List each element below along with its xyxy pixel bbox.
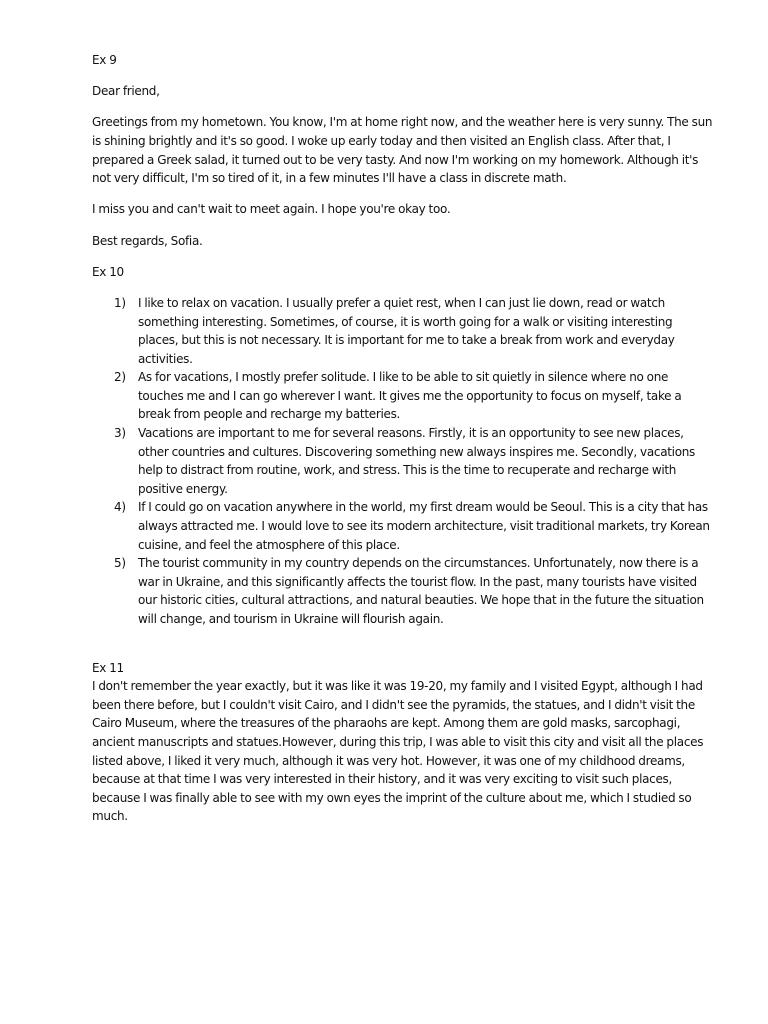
list-item-text: Vacations are important to me for several reasons. Firstly, it is an opportunity to see new places, other countries and cultures. Discovering something new always inspires me. Secondly, vacations help to distract from routine, work, and stress. This is the time to recuperate and recharge with positive energy. — [138, 426, 696, 496]
list-item-text: As for vacations, I mostly prefer solitude. I like to be able to sit quietly in silence where no one touches me and I can go wherever I want. It gives me the opportunity to focus on myself, take a break from people and recharge my batteries. — [138, 370, 682, 422]
list-item-text: The tourist community in my country depends on the circumstances. Unfortunately, now there is a war in Ukraine, and this significantly affects the tourist flow. In the past, many tourists have visited our historic cities, cultural attractions, and natural beauties. We hope that in the future the situation will change, and tourism in Ukraine will flourish again. — [138, 556, 704, 626]
ex9-heading: Ex 9 — [92, 53, 117, 67]
list-item — [92, 424, 714, 498]
ex10-heading: Ex 10 — [92, 264, 124, 279]
list-item-number: 1) — [114, 295, 126, 310]
list-item-text: If I could go on vacation anywhere in the world, my first dream would be Seoul. This is a city that has always attracted me. I would love to see its modern architecture, visit traditional markets, try Korean cuisine, and feel the atmosphere of this place. — [138, 500, 710, 552]
ex11-heading: Ex 11 — [92, 660, 124, 675]
list-item-number: 2) — [114, 370, 126, 385]
list-item — [92, 498, 714, 554]
letter-closing: Best regards, Sofia. — [92, 233, 203, 248]
letter-paragraph-1: Greetings from my hometown. You know, I'm at home right now, and the weather here is very sunny. The sun is shining brightly and it's so good. I woke up early today and then visited an English class. After that, I prepared a Greek salad, it turned out to be very tasty. And now I'm working on my homework. Although it's not very difficult, I'm so tired of it, in a few minutes I'll have a class in discrete math. — [92, 115, 713, 186]
ex10-answer-list — [92, 294, 714, 629]
list-item-number: 5) — [114, 556, 126, 571]
ex11-paragraph: I don't remember the year exactly, but it was like it was 19-20, my family and I visited Egypt, although I had been there before, but I couldn't visit Cairo, and I didn't see the pyramids, the statues, and I didn't visit the Cairo Museum, where the treasures of the pharaohs are kept. Among them are gold masks, sarcophagi, ancient manuscripts and statues.However, during this trip, I was able to visit this city and visit all the places listed above, I liked it very much, although it was very hot. However, it was one of my childhood dreams, because at that time I was very interested in their history, and it was very exciting to visit such places, because I was finally able to see with my own eyes the imprint of the culture about me, which I studied so much. — [92, 679, 704, 824]
list-item — [92, 554, 714, 628]
list-item — [92, 368, 714, 424]
list-item-number: 3) — [114, 426, 126, 441]
letter-paragraph-2: I miss you and can't wait to meet again. I hope you're okay too. — [92, 202, 451, 217]
list-item-number: 4) — [114, 500, 126, 515]
list-item-text: I like to relax on vacation. I usually prefer a quiet rest, when I can just lie down, read or watch something interesting. Sometimes, of course, it is worth going for a walk or visiting interesting places, but this is not necessary. It is important for me to take a break from work and everyday activities. — [138, 295, 675, 366]
list-item — [92, 294, 714, 368]
document-body — [92, 51, 714, 826]
letter-salutation: Dear friend, — [92, 84, 160, 99]
